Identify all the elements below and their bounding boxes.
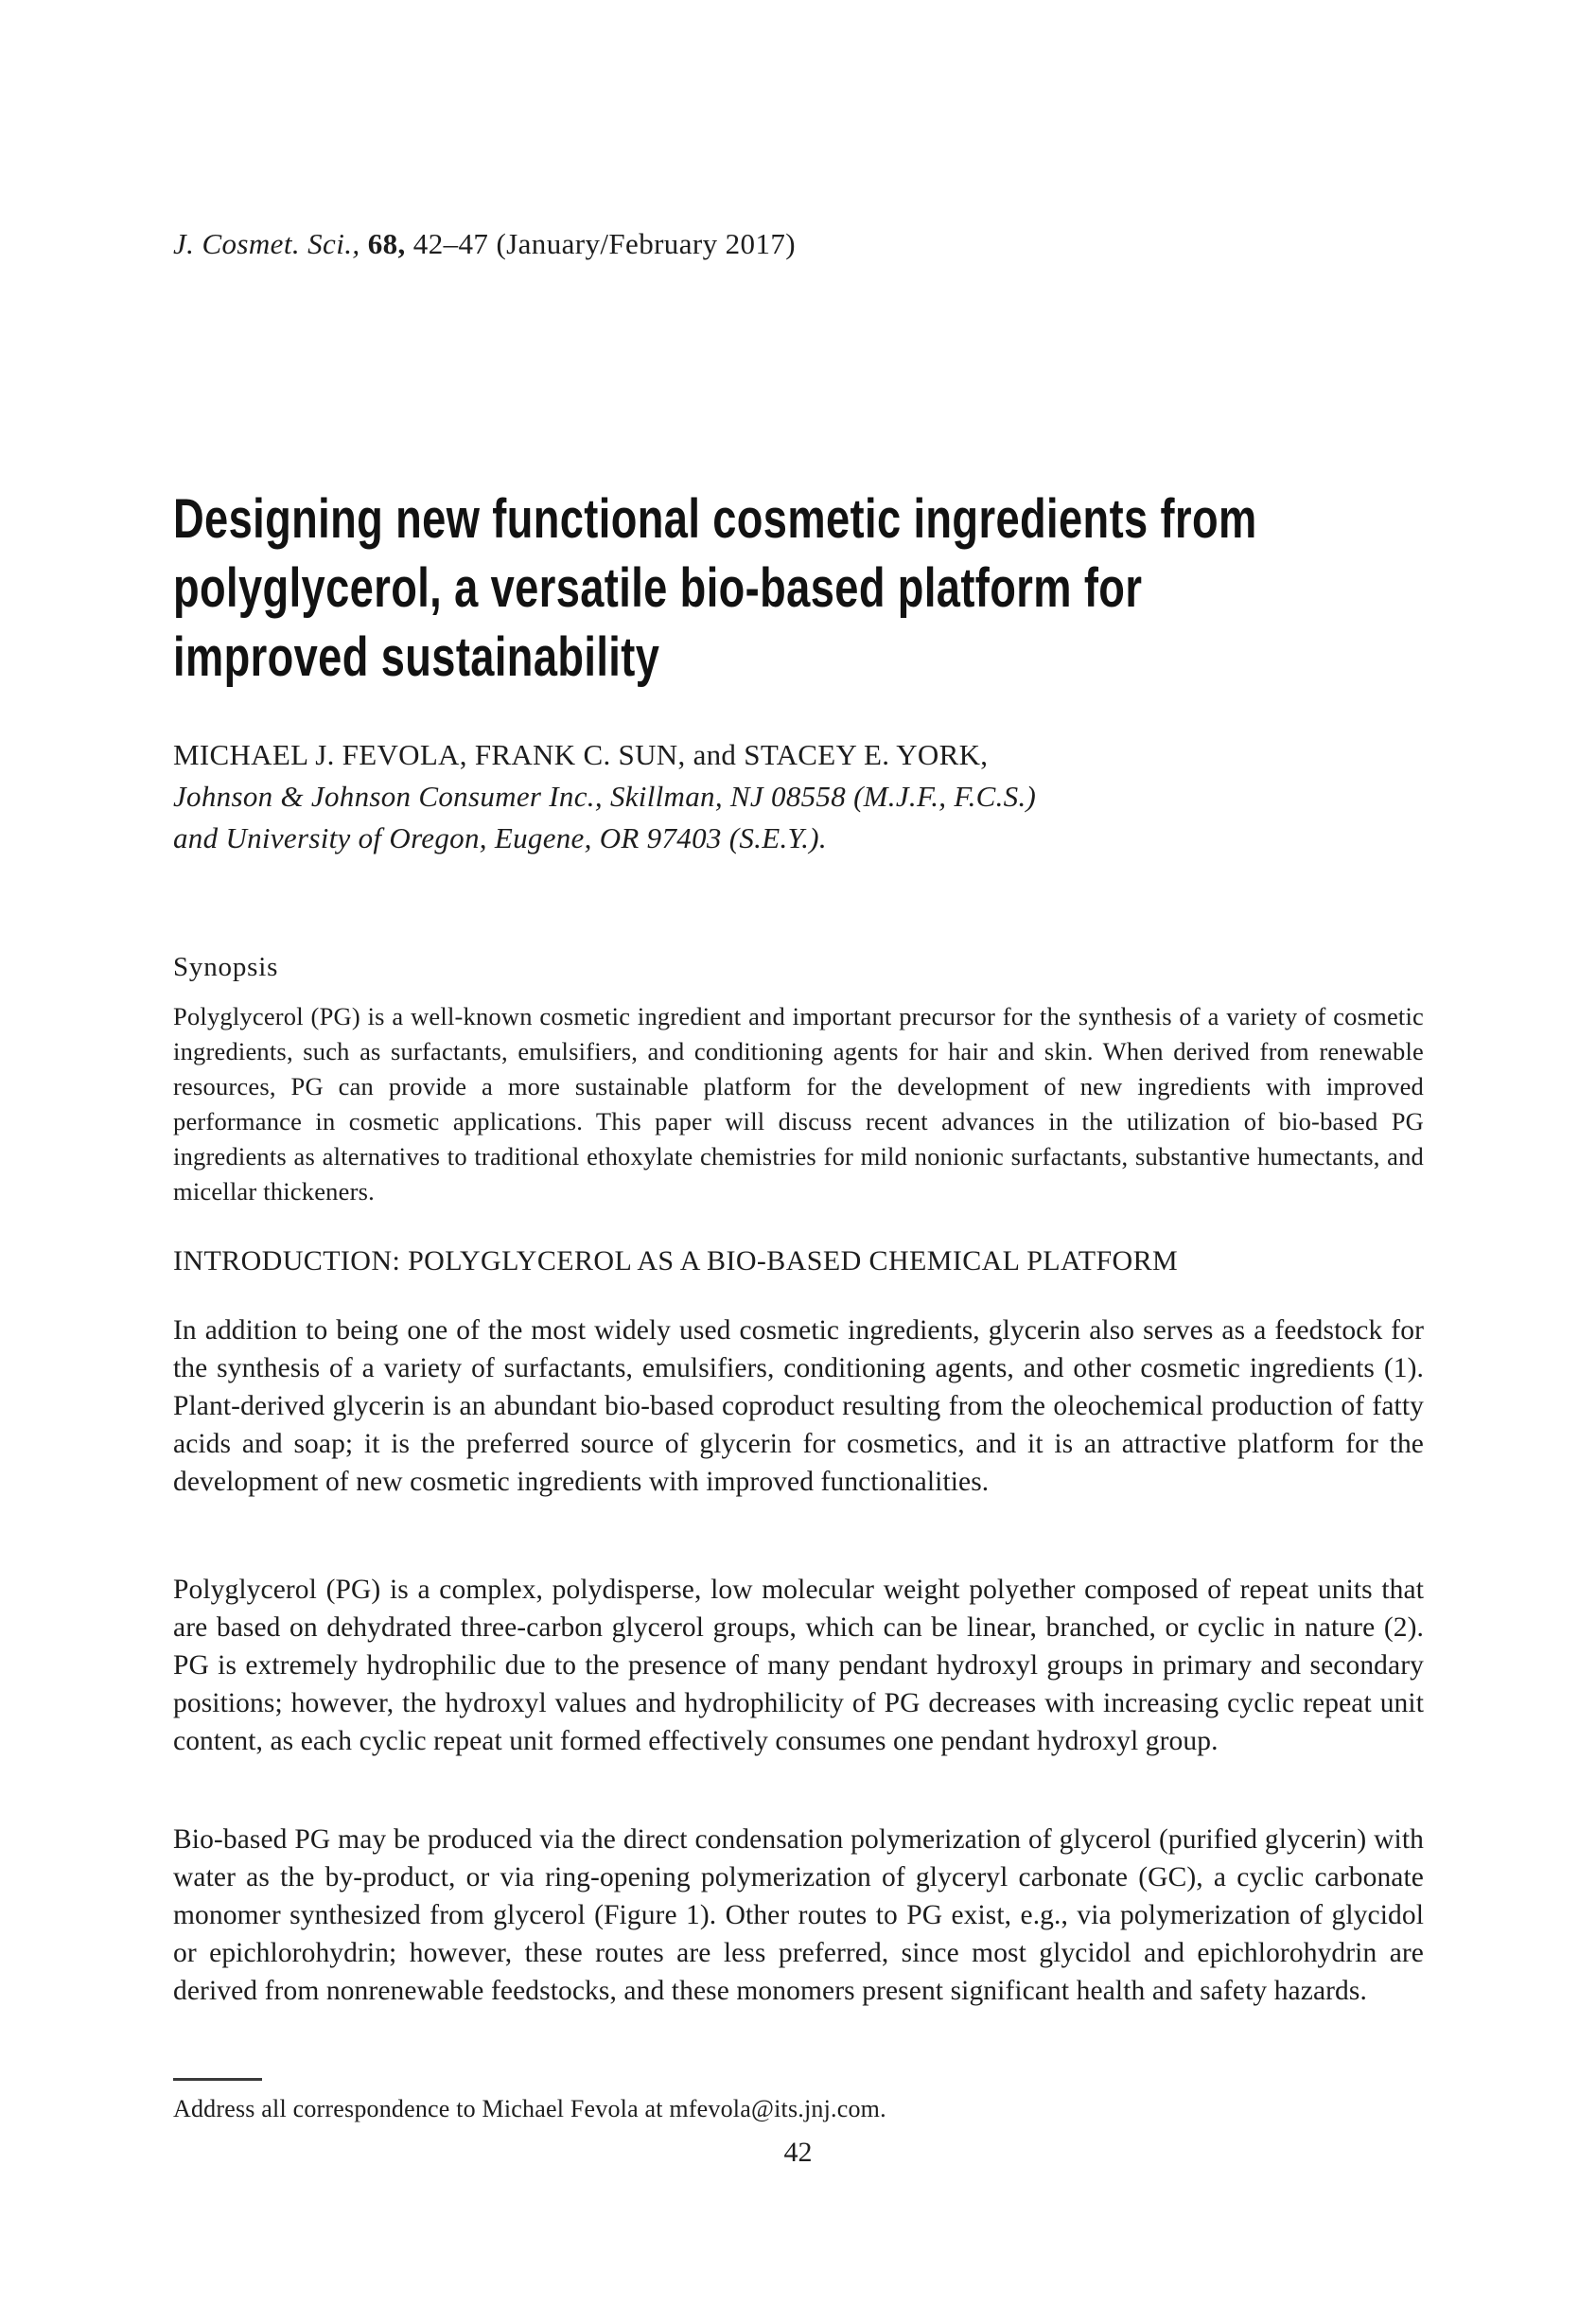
authors-line: MICHAEL J. FEVOLA, FRANK C. SUN, and STACEY E. YORK, <box>173 738 989 771</box>
article-title-line-1: Designing new functional cosmetic ingredients from <box>173 488 1257 550</box>
journal-name: J. Cosmet. Sci., <box>173 227 360 260</box>
affiliation-line-2: and University of Oregon, Eugene, OR 97403 (S.E.Y.). <box>173 821 827 854</box>
page-number: 42 <box>783 2137 813 2168</box>
synopsis-text: Polyglycerol (PG) is a well-known cosmetic ingredient and important precursor for the synthesis of a variety of cosmetic ingredients, such as surfactants, emulsifiers, and conditioning agents for hair and skin. When derived from renewable resources, PG can provide a more sustainable platform for the development of new ingredients with improved performance in cosmetic applications. This paper will discuss recent advances in the utilization of bio-based PG ingredients as alternatives to traditional ethoxylate chemistries for mild nonionic surfactants, substantive humectants, and micellar thickeners. <box>173 1002 1424 1206</box>
introduction-paragraph-3: Bio-based PG may be produced via the direct condensation polymerization of glycerol (purified glycerin) with water as the by-product, or via ring-opening polymerization of glyceryl carbonate (GC), a cyclic carbonate monomer synthesized from glycerol (Figure 1). Other routes to PG exist, e.g., via polymerization of glycidol or epichlorohydrin; however, these routes are less preferred, since most glycidol and epichlorohydrin are derived from nonrenewable feedstocks, and these monomers present significant health and safety hazards. <box>173 1824 1424 2006</box>
journal-citation <box>173 227 1424 261</box>
journal-volume: 68, <box>367 227 406 260</box>
synopsis-heading: Synopsis <box>173 952 279 982</box>
article-title <box>173 484 1424 692</box>
byline <box>173 734 1424 859</box>
affiliation-line-1: Johnson & Johnson Consumer Inc., Skillman, NJ 08558 (M.J.F., F.C.S.) <box>173 780 1037 813</box>
article-title-line-2: polyglycerol, a versatile bio-based platform for <box>173 557 1143 619</box>
footnote-text: Address all correspondence to Michael Fevola at mfevola@its.jnj.com. <box>173 2095 886 2122</box>
article-title-line-3: improved sustainability <box>173 626 660 688</box>
introduction-heading: INTRODUCTION: POLYGLYCEROL AS A BIO-BASED CHEMICAL PLATFORM <box>173 1245 1179 1276</box>
introduction-paragraph-2: Polyglycerol (PG) is a complex, polydisperse, low molecular weight polyether composed of repeat units that are based on dehydrated three-carbon glycerol groups, which can be linear, branched, or cyclic in nature (2). PG is extremely hydrophilic due to the presence of many pendant hydroxyl groups in primary and secondary positions; however, the hydroxyl values and hydrophilicity of PG decreases with increasing cyclic repeat unit content, as each cyclic repeat unit formed effectively consumes one pendant hydroxyl group. <box>173 1575 1424 1756</box>
introduction-paragraph-1: In addition to being one of the most widely used cosmetic ingredients, glycerin also serves as a feedstock for the synthesis of a variety of surfactants, emulsifiers, conditioning agents, and other cosmetic ingredients (1). Plant-derived glycerin is an abundant bio-based coproduct resulting from the oleochemical production of fatty acids and soap; it is the preferred source of glycerin for cosmetics, and it is an attractive platform for the development of new cosmetic ingredients with improved functionalities. <box>173 1315 1424 1497</box>
journal-pages-issue: 42–47 (January/February 2017) <box>412 227 796 260</box>
footnote-divider <box>173 2078 262 2081</box>
